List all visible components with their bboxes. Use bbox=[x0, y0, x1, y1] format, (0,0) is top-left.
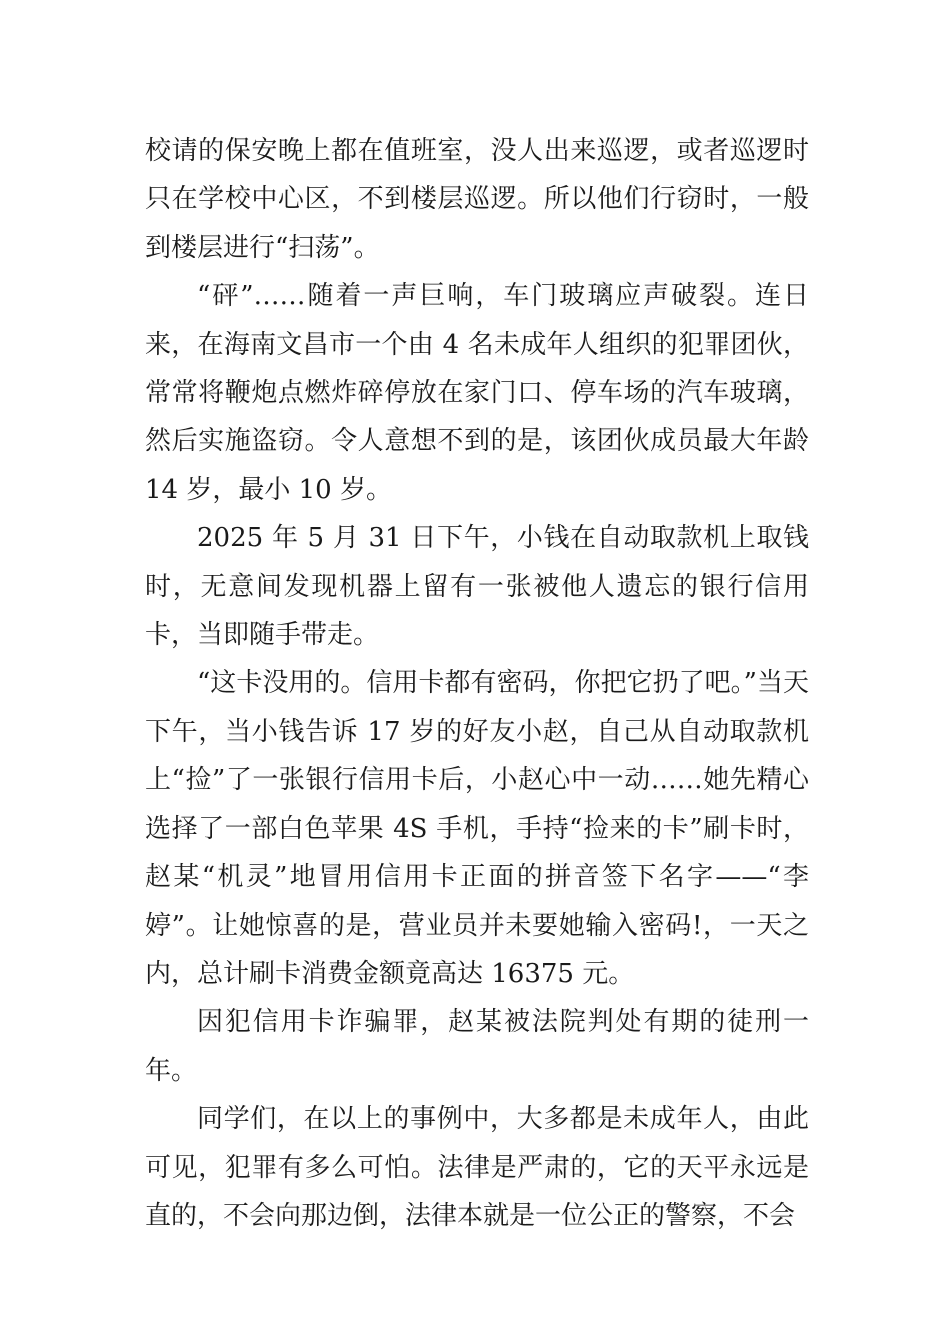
paragraph-4: “这卡没用的。信用卡都有密码，你把它扔了吧。”当天下午，当小钱告诉 17 岁的好友小赵，自己从自动取款机上“捡”了一张银行信用卡后，小赵心中一动……她先精心选择了一部白色苹果 4S 手机，手持“捡来的卡”刷卡时，赵某“机灵”地冒用信用卡正面的拼音签下名字——“李婷”。让她惊喜的是，营业员并未要她输入密码!，一天之内，总计刷卡消费金额竟高达 16375 元。 bbox=[145, 668, 809, 989]
paragraph-2: “砰”……随着一声巨响，车门玻璃应声破裂。连日来，在海南文昌市一个由 4 名未成年人组织的犯罪团伙，常常将鞭炮点燃炸碎停放在家门口、停车场的汽车玻璃，然后实施盗窃。令人意想不到的是，该团伙成员最大年龄 14 岁，最小 10 岁。 bbox=[145, 281, 809, 505]
paragraph-5: 因犯信用卡诈骗罪，赵某被法院判处有期的徒刑一年。 bbox=[145, 1007, 809, 1086]
paragraph-3: 2025 年 5 月 31 日下午，小钱在自动取款机上取钱时，无意间发现机器上留有一张被他人遗忘的银行信用卡，当即随手带走。 bbox=[145, 523, 809, 651]
paragraph-6: 同学们，在以上的事例中，大多都是未成年人，由此可见，犯罪有多么可怕。法律是严肃的，它的天平永远是直的，不会向那边倒，法律本就是一位公正的警察，不会 bbox=[145, 1104, 809, 1231]
article-body bbox=[145, 127, 809, 1240]
paragraph-1: 校请的保安晚上都在值班室，没人出来巡逻，或者巡逻时只在学校中心区，不到楼层巡逻。所以他们行窃时，一般到楼层进行“扫荡”。 bbox=[145, 136, 809, 263]
